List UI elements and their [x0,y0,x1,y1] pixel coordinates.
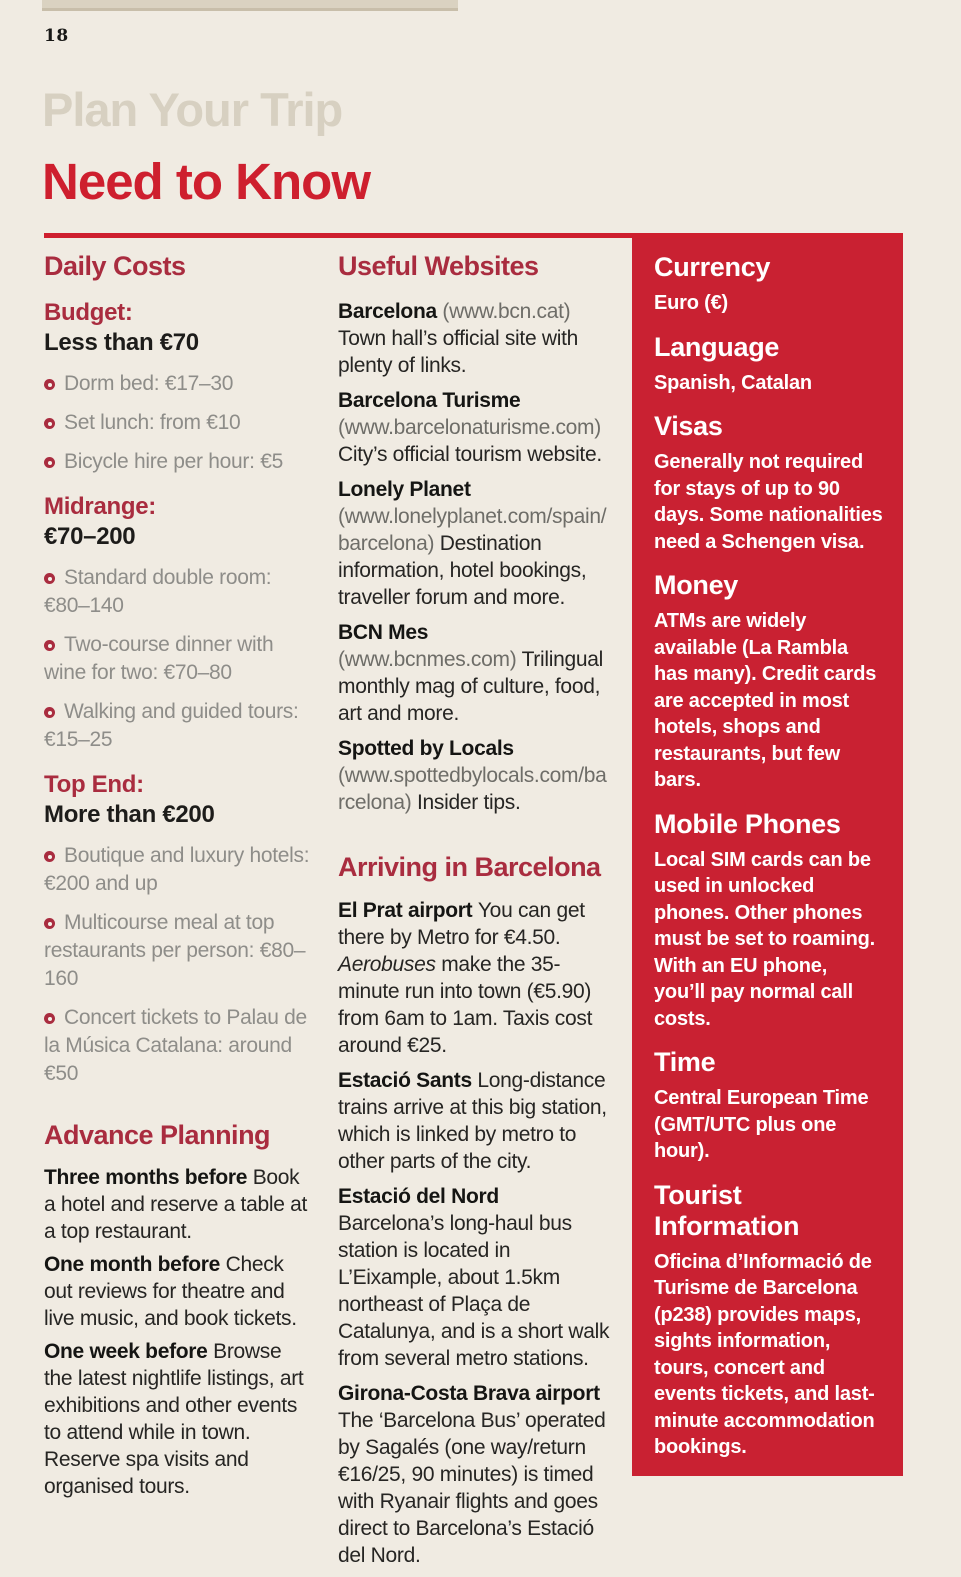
cost-item [44,448,314,476]
entry-lead: Spotted by Locals [338,737,514,760]
entry-text: (www.bcnmes.com) [338,648,522,671]
entry-text: Town hall’s official site with plenty of links. [338,327,579,377]
cost-tier [44,770,314,1088]
cost-item [44,370,314,398]
cost-item-text: Multicourse meal at top restaurants per person: €80–160 [44,911,306,990]
cost-item [44,564,314,620]
cost-tiers [44,298,314,1088]
tier-range: €70–200 [44,523,136,550]
cost-item [44,909,314,993]
arriving-heading: Arriving in Barcelona [338,852,601,882]
entry-lead: Estació Sants [338,1069,478,1092]
cost-item-text: Concert tickets to Palau de la Música Catalana: around €50 [44,1006,307,1085]
arriving-entry [338,1183,610,1372]
entry-text: (www.lonelyplanet.com/spain/barcelona) [338,505,607,555]
cost-item-text: Standard double room: €80–140 [44,566,272,617]
advance-planning-paragraphs [44,1164,314,1500]
paragraph-lead: Three months before [44,1166,253,1189]
website-entry [338,476,610,611]
arriving-entry [338,1067,610,1175]
paragraph-lead: One month before [44,1253,226,1276]
fact-section [654,411,883,555]
arriving-entry [338,897,610,1059]
bullet-icon [44,918,55,929]
arriving-entries [338,897,610,1569]
cost-item-text: Set lunch: from €10 [64,411,241,434]
fact-body: Spanish, Catalan [654,371,812,394]
fact-heading: Money [654,570,739,600]
cost-item [44,842,314,898]
bullet-icon [44,573,55,584]
entry-text: Destination information, hotel bookings, traveller forum and more. [338,532,587,609]
entry-lead: Barcelona Turisme [338,389,521,412]
entry-lead: Girona-Costa Brava airport [338,1382,600,1405]
website-entry [338,735,610,816]
bullet-icon [44,1013,55,1024]
cost-tier [44,492,314,754]
cost-item [44,409,314,437]
content-columns [44,238,903,1577]
daily-costs-column [44,238,314,1506]
fact-body: Oficina d’Informació de Turisme de Barcelona (p238) provides maps, sights information, tours, concert and events tickets, and last-minute accommodation bookings. [654,1250,875,1458]
cost-item [44,1004,314,1088]
fact-body: Generally not required for stays of up to 90 days. Some nationalities need a Schengen visa. [654,451,883,553]
bullet-icon [44,851,55,862]
cost-item [44,631,314,687]
fact-heading: Visas [654,411,723,441]
websites-column [338,238,610,1577]
website-entries [338,298,610,816]
paragraph-text: Check out reviews for theatre and live music, and book tickets. [44,1253,297,1330]
arriving-entry [338,1380,610,1569]
website-entry [338,619,610,727]
bullet-icon [44,640,55,651]
cost-item-text: Bicycle hire per hour: €5 [64,450,283,473]
fact-section [654,252,883,317]
entry-text: (www.spottedbylocals.com/barcelona) [338,764,607,814]
entry-text: City’s official tourism website. [338,443,602,466]
fact-body: Central European Time (GMT/UTC plus one hour). [654,1087,869,1162]
tier-label: Midrange: [44,493,156,520]
bullet-icon [44,418,55,429]
entry-text: (www.barcelonaturisme.com) [338,416,601,439]
top-decorative-strip [42,0,458,11]
cost-item-text: Walking and guided tours: €15–25 [44,700,299,751]
planning-paragraph [44,1164,314,1245]
fact-heading: Mobile Phones [654,808,841,839]
bullet-icon [44,379,55,390]
useful-websites-heading: Useful Websites [338,251,539,281]
entry-text: (www.bcn.cat) [442,300,571,323]
cost-item-text: Dorm bed: €17–30 [64,372,234,395]
cost-item-text: Two-course dinner with wine for two: €70–80 [44,633,274,684]
entry-lead: Lonely Planet [338,478,471,501]
planning-paragraph [44,1251,314,1332]
paragraph-text: Browse the latest nightlife listings, art exhibitions and other events to attend while in town. Reserve spa visits and organised tours. [44,1340,304,1498]
fact-section [654,1047,883,1165]
cost-item [44,698,314,754]
entry-lead: Estació del Nord [338,1185,499,1208]
fact-body: Local SIM cards can be used in unlocked phones. Other phones must be set to roaming. With an EU phone, you’ll pay normal call costs. [654,848,875,1030]
fact-section [654,332,883,397]
advance-planning-heading: Advance Planning [44,1120,271,1150]
quick-facts-panel [632,238,903,1476]
entry-text: Insider tips. [417,791,521,814]
paragraph-text: Book a hotel and reserve a table at a top restaurant. [44,1166,308,1243]
daily-costs-heading: Daily Costs [44,251,186,281]
fact-body: ATMs are widely available (La Rambla has many). Credit cards are accepted in most hotels, shops and restaurants, but few bars. [654,610,877,791]
fact-section [654,809,883,1033]
bullet-icon [44,457,55,468]
entry-text: Barcelona’s long-haul bus station is located in L’Eixample, about 1.5km northeast of Plaça de Catalunya, and is a short walk from several metro stations. [338,1212,610,1370]
fact-heading: Time [654,1047,716,1077]
entry-text: make the 35-minute run into town (€5.90) from 6am to 1am. Taxis cost around €25. [338,953,593,1057]
entry-text: Long-distance trains arrive at this big station, which is linked by metro to other parts of the city. [338,1069,607,1173]
fact-heading: Currency [654,252,771,282]
page-number: 18 [44,26,69,46]
fact-section [654,570,883,794]
entry-lead: Barcelona [338,300,443,323]
planning-paragraph [44,1338,314,1500]
entry-text: Aerobuses [338,953,436,976]
cost-item-text: Boutique and luxury hotels: €200 and up [44,844,310,895]
entry-lead: BCN Mes [338,621,429,644]
entry-text: You can get there by Metro for €4.50. [338,899,585,949]
cost-tier [44,298,314,476]
section-kicker: Plan Your Trip [42,83,343,136]
quick-facts-sections [654,252,883,1461]
tier-range: Less than €70 [44,329,199,356]
tier-range: More than €200 [44,801,215,828]
bullet-icon [44,707,55,718]
fact-body: Euro (€) [654,292,728,314]
website-entry [338,387,610,468]
fact-heading: Tourist Information [654,1179,800,1241]
paragraph-lead: One week before [44,1340,214,1363]
entry-lead: El Prat airport [338,899,478,922]
tier-label: Top End: [44,771,144,798]
entry-text: Trilingual monthly mag of culture, food, art and more. [338,648,603,725]
website-entry [338,298,610,379]
entry-text: The ‘Barcelona Bus’ operated by Sagalés (one way/return €16/25, 90 minutes) is timed with Ryanair flights and goes direct to Barcelona’s Estació del Nord. [338,1409,606,1567]
page-title: Need to Know [42,153,370,210]
tier-label: Budget: [44,299,133,326]
fact-section [654,1180,883,1461]
fact-heading: Language [654,331,780,362]
